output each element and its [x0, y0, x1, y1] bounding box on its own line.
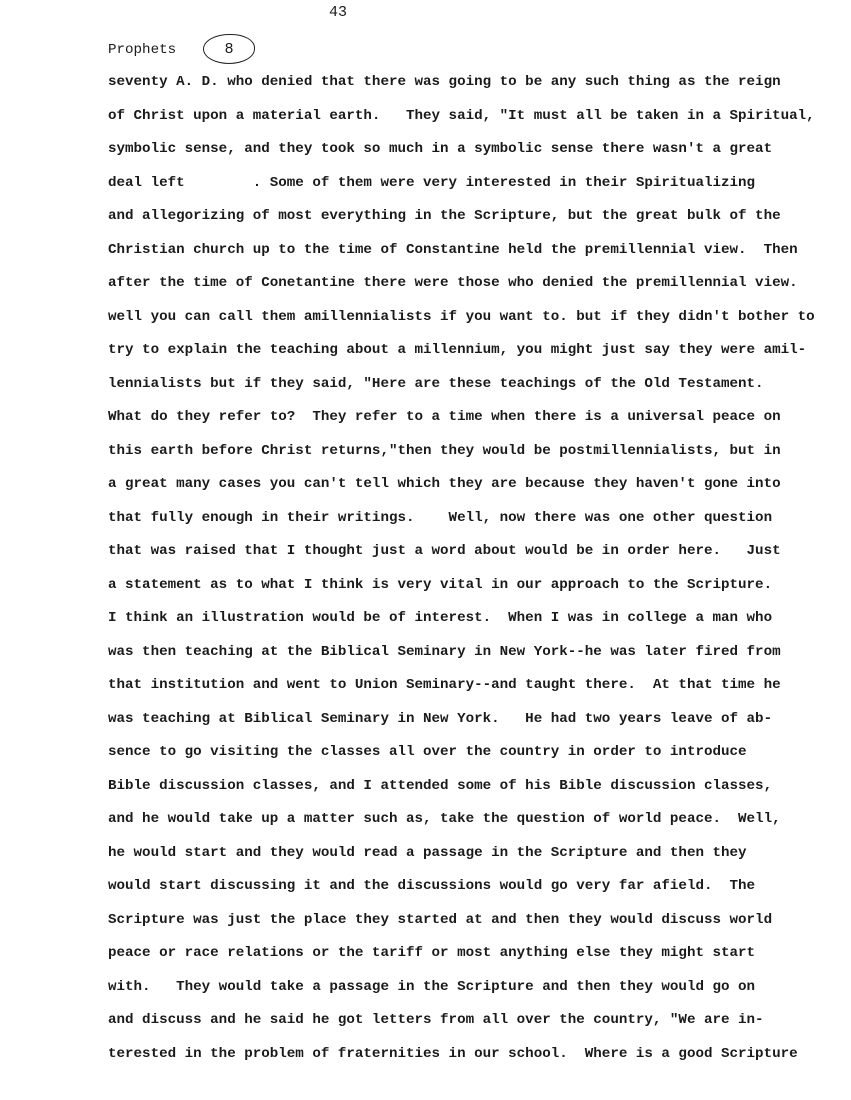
text-line: that fully enough in their writings. Well, now there was one other question — [108, 509, 773, 526]
text-line: with. They would take a passage in the Scripture and then they would go on — [108, 978, 756, 995]
text-line: and allegorizing of most everything in the Scripture, but the great bulk of the — [108, 208, 781, 224]
text-line: a statement as to what I think is very vital in our approach to the Scripture. — [108, 576, 773, 593]
text-line: peace or race relations or the tariff or most anything else they might start — [108, 945, 756, 961]
text-line: Christian church up to the time of Constantine held the premillennial view. Then — [108, 241, 798, 258]
text-line: after the time of Conetantine there were those who denied the premillennial view. — [108, 275, 798, 291]
text-line: lennialists but if they said, "Here are these teachings of the Old Testament. — [108, 375, 764, 392]
document-body — [108, 72, 828, 1077]
page-number: 43 — [329, 4, 348, 21]
text-line: of Christ upon a material earth. They said, "It must all be taken in a Spiritual, — [108, 107, 815, 124]
text-line: was then teaching at the Biblical Seminary in New York--he was later fired from — [108, 643, 781, 660]
text-line: terested in the problem of fraternities in our school. Where is a good Scripture — [108, 1045, 798, 1062]
text-line: would start discussing it and the discussions would go very far afield. The — [108, 878, 756, 894]
text-line: seventy A. D. who denied that there was going to be any such thing as the reign — [108, 74, 781, 90]
text-line: this earth before Christ returns,"then they would be postmillennialists, but in — [108, 442, 781, 459]
text-line: and discuss and he said he got letters from all over the country, "We are in- — [108, 1012, 764, 1028]
text-line: symbolic sense, and they took so much in a symbolic sense there wasn't a great — [108, 141, 773, 157]
text-line: What do they refer to? They refer to a time when there is a universal peace on — [108, 409, 781, 425]
text-line: sence to go visiting the classes all over the country in order to introduce — [108, 744, 747, 760]
text-line: deal left . Some of them were very interested in their Spiritualizing — [108, 174, 756, 191]
text-line: Scripture was just the place they started at and then they would discuss world — [108, 911, 773, 928]
text-line: try to explain the teaching about a millennium, you might just say they were amil- — [108, 342, 807, 358]
text-line: was teaching at Biblical Seminary in New York. He had two years leave of ab- — [108, 710, 773, 727]
text-line: that institution and went to Union Seminary--and taught there. At that time he — [108, 677, 781, 693]
text-line: Bible discussion classes, and I attended some of his Bible discussion classes, — [108, 777, 773, 794]
text-line: well you can call them amillennialists if you want to. but if they didn't bother to — [108, 308, 815, 325]
circled-section-number: 8 — [203, 34, 255, 64]
text-line: and he would take up a matter such as, take the question of world peace. Well, — [108, 811, 781, 827]
text-line: a great many cases you can't tell which they are because they haven't gone into — [108, 476, 781, 492]
text-line: that was raised that I thought just a word about would be in order here. Just — [108, 543, 781, 559]
text-line: I think an illustration would be of interest. When I was in college a man who — [108, 610, 773, 626]
header-title: Prophets — [108, 42, 177, 58]
text-line: he would start and they would read a passage in the Scripture and then they — [108, 844, 747, 861]
